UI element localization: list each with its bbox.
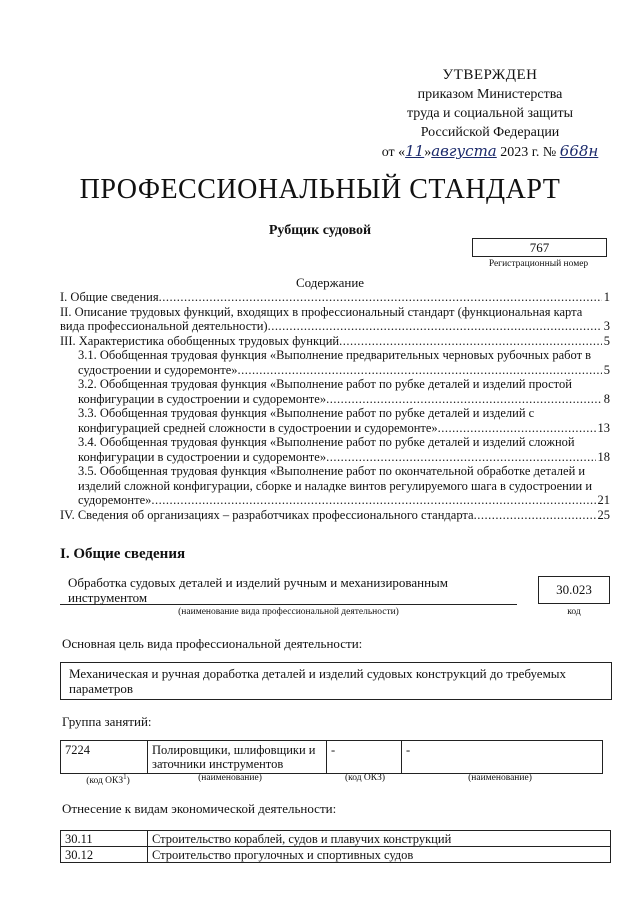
toc-leader xyxy=(268,319,602,334)
toc-item[interactable] xyxy=(60,464,610,508)
date-prefix: от « xyxy=(381,145,406,160)
toc-leader xyxy=(326,392,602,407)
handwritten-day: 11 xyxy=(405,142,425,160)
toc-item-page: 3 xyxy=(603,319,610,333)
toc-item[interactable] xyxy=(60,334,610,349)
toc-leader xyxy=(151,493,595,508)
handwritten-order-number: 668н xyxy=(559,142,599,160)
okz-name-cell: Полировщики, шлифовщики и заточники инструментов xyxy=(148,741,327,774)
okz-name-caption: (наименование) xyxy=(198,773,262,783)
toc-item-text: 3.5. Обобщенная трудовая функция «Выполнение работ по окончательной обработке деталей и xyxy=(78,464,586,478)
toc-item-text: 3.1. Обобщенная трудовая функция «Выполнение предварительных черновых рубочных работ в xyxy=(78,348,592,362)
toc-item-page: 8 xyxy=(603,391,610,406)
goal-text: Механическая и ручная доработка деталей и изделий судовых конструкций до требуемых параметров xyxy=(69,666,567,696)
okved-code-cell: 30.11 xyxy=(61,831,148,847)
toc-item[interactable] xyxy=(60,435,610,464)
toc-item-text: III. Характеристика обобщенных трудовых функций xyxy=(60,333,340,348)
toc-item-page: 18 xyxy=(597,449,610,464)
toc-item-text: конфигурацией средней сложности в судостроении и судоремонте» xyxy=(78,420,438,435)
goal-label: Основная цель вида профессиональной деятельности: xyxy=(62,636,363,651)
toc-item[interactable] xyxy=(60,348,610,377)
toc-item-text: II. Описание трудовых функций, входящих в профессиональный стандарт (функциональная карта xyxy=(60,304,583,319)
toc-item-page: 5 xyxy=(603,333,610,348)
registration-number-box: 767 xyxy=(472,238,607,257)
toc-leader xyxy=(238,363,602,378)
approval-date-line xyxy=(370,142,610,162)
okved-code-cell: 30.12 xyxy=(61,847,148,863)
activity-code-box: 30.023 xyxy=(538,576,610,604)
table-row xyxy=(61,847,611,863)
approval-line: Российской Федерации xyxy=(420,125,560,140)
toc-item[interactable] xyxy=(60,305,610,334)
approval-line: труда и социальной защиты xyxy=(407,106,573,121)
toc-item-text: судоремонте» xyxy=(78,493,152,507)
activity-kind-underline xyxy=(60,604,517,605)
okved-label: Отнесение к видам экономической деятельности: xyxy=(62,801,337,816)
table-of-contents xyxy=(60,290,610,522)
okved-name-cell: Строительство прогулочных и спортивных судов xyxy=(148,847,611,863)
toc-leader xyxy=(438,421,596,436)
activity-kind-text: Обработка судовых деталей и изделий ручным и механизированным инструментом xyxy=(68,575,449,605)
occupation-group-table xyxy=(60,740,603,774)
okz-name-cell-2: - xyxy=(402,741,603,774)
registration-number-label: Регистрационный номер xyxy=(488,259,589,269)
okz-code-caption-2: (код ОКЗ) xyxy=(344,773,386,783)
toc-leader xyxy=(159,290,602,305)
toc-item-page: 21 xyxy=(597,493,610,507)
table-row xyxy=(61,741,603,774)
toc-item[interactable] xyxy=(60,508,610,523)
toc-item-page: 5 xyxy=(603,362,610,377)
date-year: 2023 г. № xyxy=(500,145,557,160)
approval-line: приказом Министерства xyxy=(417,87,563,102)
okz-code-cell-2: - xyxy=(327,741,402,774)
toc-item-page: 25 xyxy=(597,507,610,522)
toc-item-page: 1 xyxy=(603,290,610,304)
toc-leader xyxy=(474,508,596,523)
caption-text: ) xyxy=(126,776,130,787)
date-mid: » xyxy=(424,145,432,160)
toc-item-text: судостроении и судоремонте» xyxy=(78,362,238,377)
okz-code-caption xyxy=(68,773,148,786)
activity-code-caption: код xyxy=(567,607,581,617)
okved-name-cell: Строительство кораблей, судов и плавучих конструкций xyxy=(148,831,611,847)
toc-item-text: 3.3. Обобщенная трудовая функция «Выполнение работ по рубке деталей и изделий с xyxy=(78,406,535,420)
toc-leader xyxy=(339,334,602,349)
toc-title: Содержание xyxy=(295,275,365,290)
toc-item-text: конфигурации в судостроении и судоремонте» xyxy=(78,391,327,406)
goal-box xyxy=(60,662,612,700)
toc-item-page: 13 xyxy=(597,420,610,435)
activity-kind-caption: (наименование вида профессиональной деятельности) xyxy=(178,607,399,617)
occupation-group-label: Группа занятий: xyxy=(62,714,152,729)
handwritten-month: августа xyxy=(431,142,497,160)
okz-code-cell: 7224 xyxy=(61,741,148,774)
toc-item-text: IV. Сведения об организациях – разработчиках профессионального стандарта xyxy=(60,507,474,522)
footnote-mark: 1 xyxy=(123,773,127,781)
toc-leader xyxy=(326,450,595,465)
approval-block xyxy=(370,66,610,162)
okved-table xyxy=(60,830,611,863)
toc-item-text: I. Общие сведения xyxy=(60,290,159,304)
document-subtitle: Рубщик судовой xyxy=(268,223,372,238)
toc-item[interactable] xyxy=(60,406,610,435)
document-title: ПРОФЕССИОНАЛЬНЫЙ СТАНДАРТ xyxy=(79,174,561,205)
table-row xyxy=(61,831,611,847)
toc-item-text: 3.4. Обобщенная трудовая функция «Выполнение работ по рубке деталей и изделий сложной xyxy=(78,435,575,449)
toc-item[interactable] xyxy=(60,377,610,406)
section-heading: I. Общие сведения xyxy=(60,546,186,562)
toc-item-text: изделий сложной конфигурации, сборке и наладке винтов регулируемого шага в судостроении и xyxy=(78,478,593,493)
toc-item-text: вида профессиональной деятельности) xyxy=(60,319,268,333)
toc-item-text: конфигурации в судостроении и судоремонте» xyxy=(78,449,327,464)
caption-text: (код ОКЗ xyxy=(86,776,124,787)
okz-name-caption-2: (наименование) xyxy=(468,773,532,783)
approval-heading: УТВЕРЖДЕН xyxy=(442,67,538,83)
toc-item[interactable] xyxy=(60,290,610,305)
toc-item-text: 3.2. Обобщенная трудовая функция «Выполнение работ по рубке деталей и изделий простой xyxy=(78,377,572,391)
